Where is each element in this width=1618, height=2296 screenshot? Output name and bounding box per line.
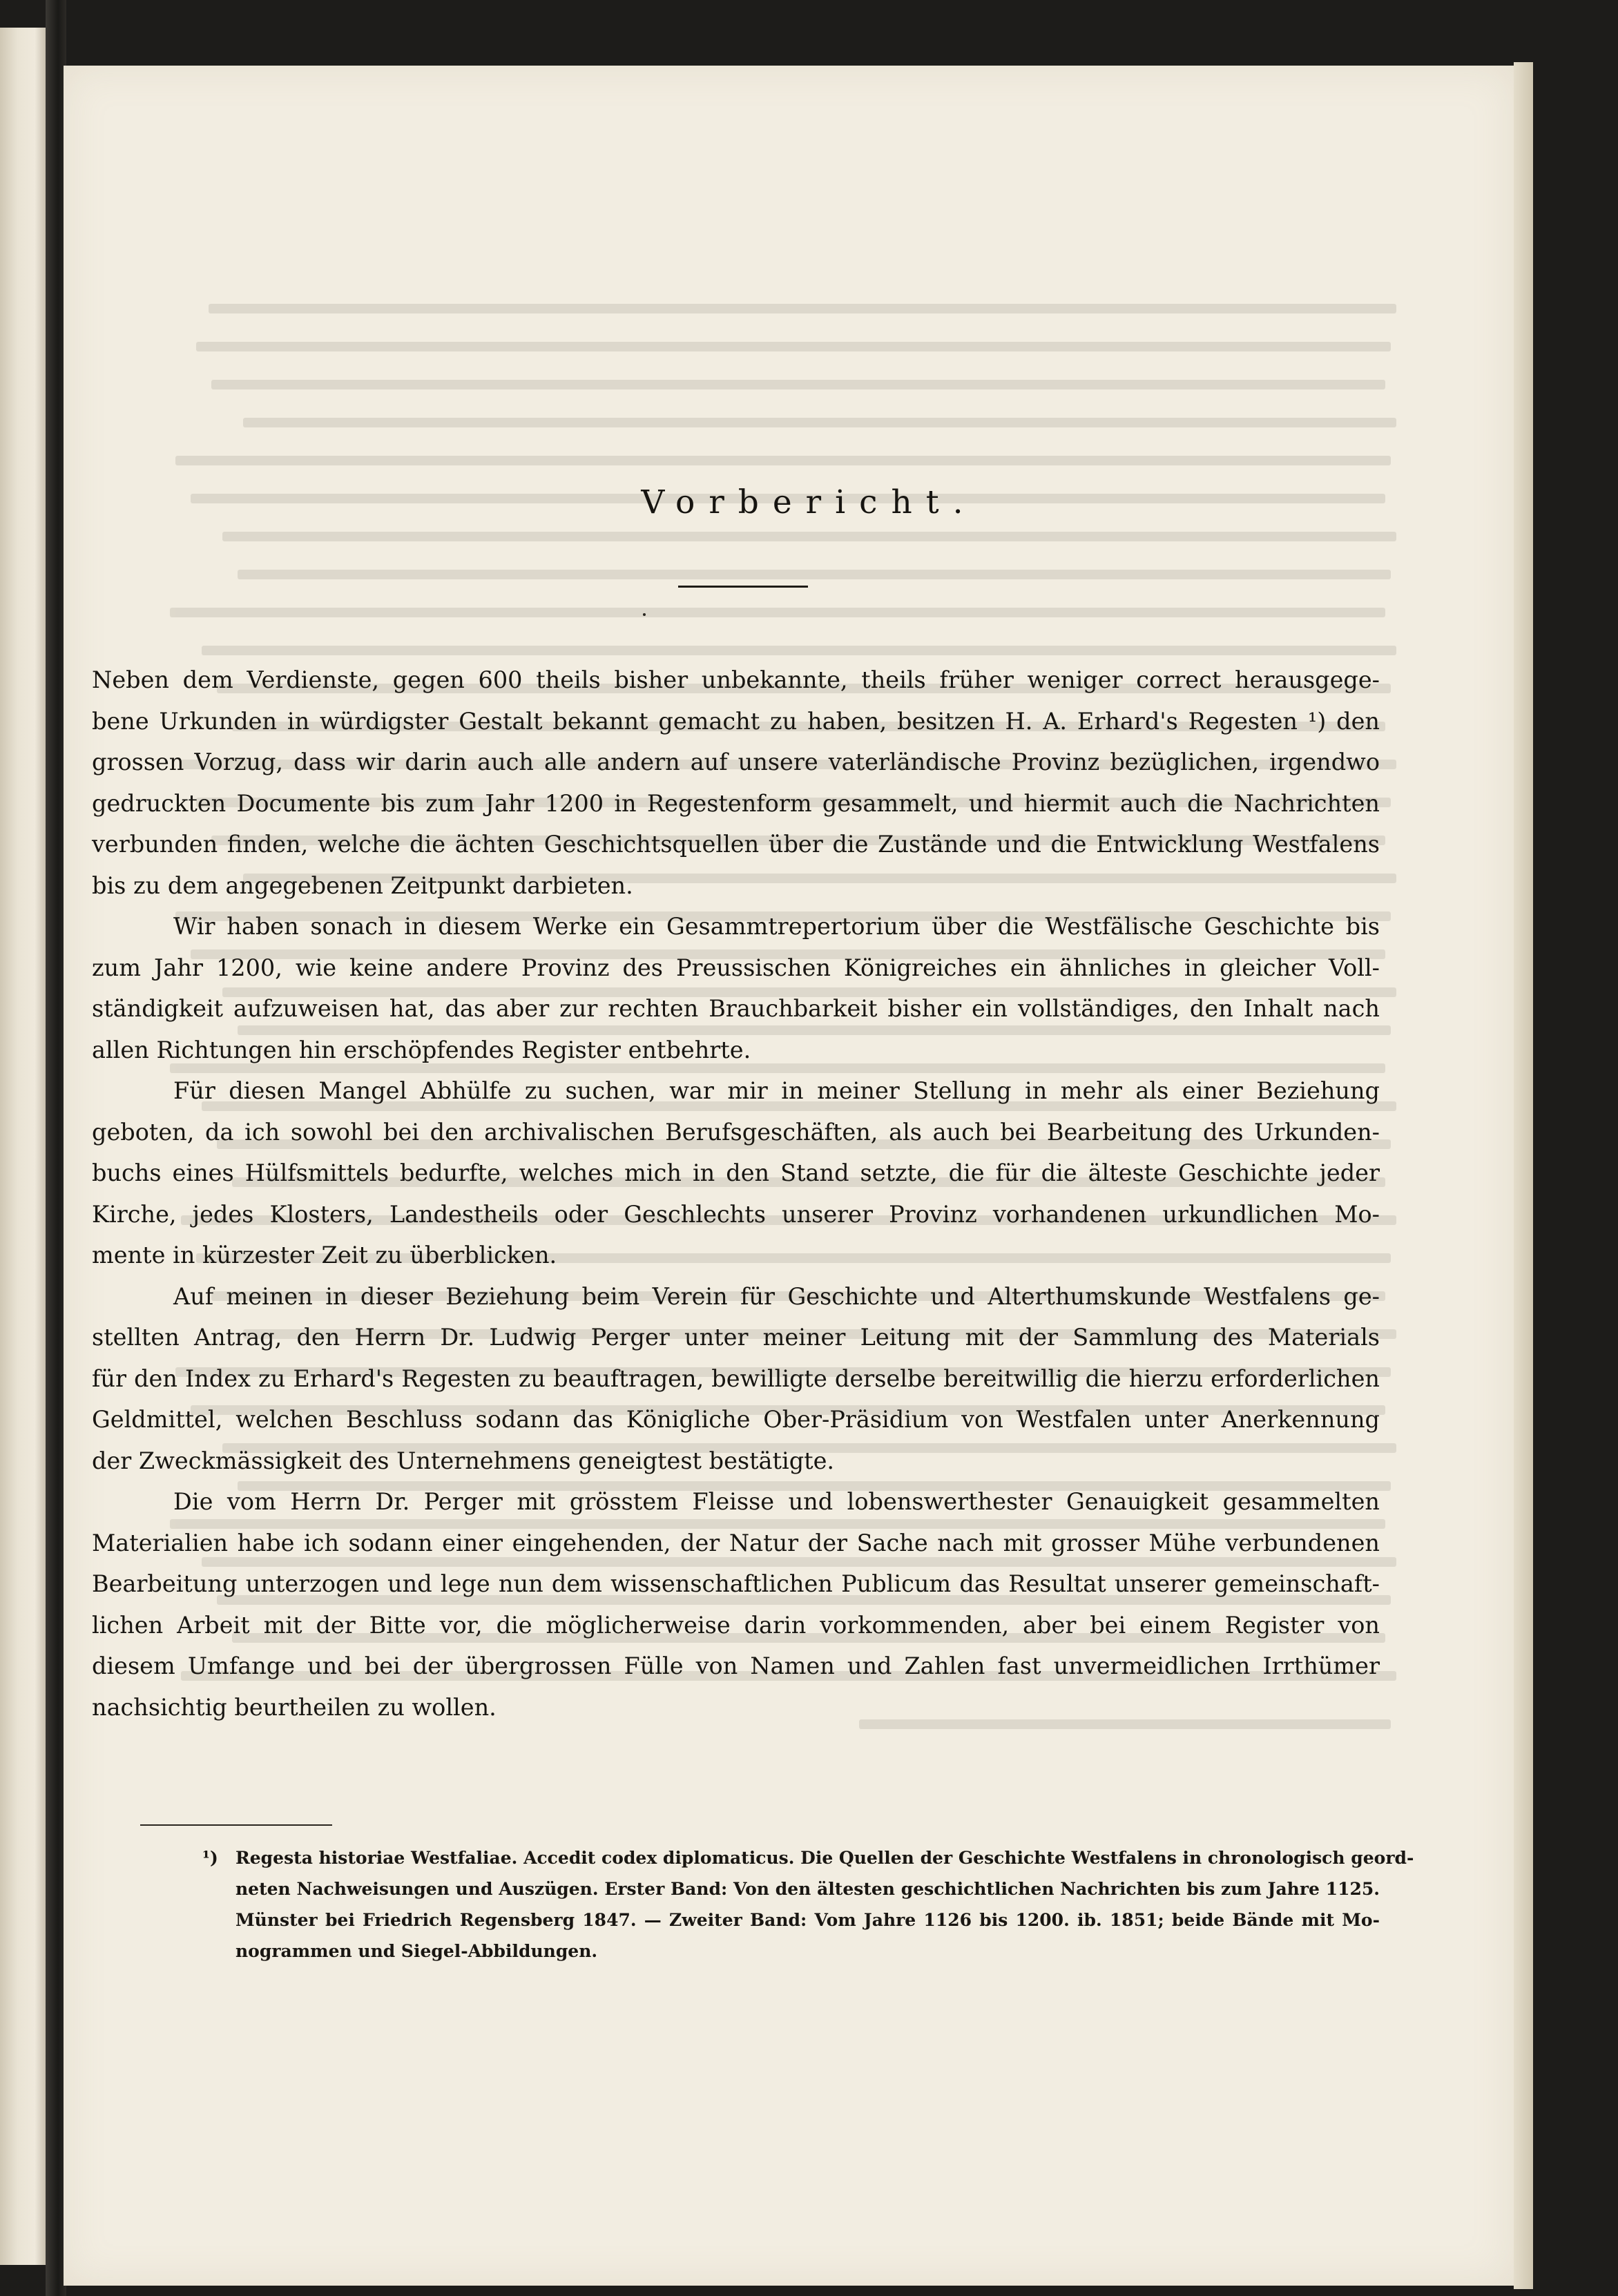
footnote-rule (140, 1824, 332, 1826)
text-line: Neben dem Verdienste, gegen 600 theils bisher unbekannte, theils früher weniger correct herausgege- (92, 666, 1380, 693)
text-line: buchs eines Hülfsmittels bedurfte, welches mich in den Stand setzte, die für die älteste Geschichte jeder (92, 1159, 1380, 1186)
text-line: bene Urkunden in würdigster Gestalt bekannt gemacht zu haben, besitzen H. A. Erhard's Regesten ¹) den (92, 707, 1380, 735)
text-line: Kirche, jedes Klosters, Landestheils oder Geschlechts unserer Provinz vorhandenen urkundlichen Mo- (92, 1200, 1380, 1228)
title-rule (678, 586, 808, 588)
text-line: Materialien habe ich sodann einer eingehenden, der Natur der Sache nach mit grosser Mühe verbundenen (92, 1529, 1380, 1556)
footnote-line: nogrammen und Siegel-Abbildungen. (235, 1941, 598, 1961)
footnote-marker: ¹) (202, 1848, 218, 1868)
text-line: bis zu dem angegebenen Zeitpunkt darbieten. (92, 871, 633, 899)
footnote-line: neten Nachweisungen und Auszügen. Erster Band: Von den ältesten geschichtlichen Nachrichten bis zum Jahre 1125. (235, 1879, 1380, 1899)
text-line: mente in kürzester Zeit zu überblicken. (92, 1242, 557, 1268)
title-dot (643, 613, 646, 616)
text-line: allen Richtungen hin erschöpfendes Register entbehrte. (92, 1036, 751, 1063)
text-line: geboten, da ich sowohl bei den archivalischen Berufsgeschäften, als auch bei Bearbeitung des Urkunden- (92, 1118, 1380, 1146)
text-line: lichen Arbeit mit der Bitte vor, die möglicherweise darin vorkommenden, aber bei einem Register von (92, 1611, 1380, 1639)
text-line: Auf meinen in dieser Beziehung beim Verein für Geschichte und Alterthumskunde Westfalens ge- (173, 1282, 1380, 1310)
text-line: nachsichtig beurtheilen zu wollen. (92, 1693, 497, 1721)
text-line: stellten Antrag, den Herrn Dr. Ludwig Perger unter meiner Leitung mit der Sammlung des Materials (92, 1324, 1380, 1351)
text-line: für den Index zu Erhard's Regesten zu beauftragen, bewilligte derselbe bereitwillig die hierzu erforderlichen (92, 1364, 1380, 1392)
text-line: Geldmittel, welchen Beschluss sodann das Königliche Ober-Präsidium von Westfalen unter Anerkennung (92, 1406, 1380, 1433)
text-line: Die vom Herrn Dr. Perger mit grösstem Fleisse und lobenswerthester Genauigkeit gesammelten (173, 1488, 1380, 1515)
text-line: Bearbeitung unterzogen und lege nun dem wissenschaftlichen Publicum das Resultat unserer gemeinschaft- (92, 1570, 1380, 1597)
page-title: Vorbericht. (641, 483, 977, 521)
text-line: gedruckten Documente bis zum Jahr 1200 in Regestenform gesammelt, und hiermit auch die Nachrichten (92, 789, 1380, 817)
page-right-edge (1514, 62, 1533, 2289)
text-line: zum Jahr 1200, wie keine andere Provinz des Preussischen Königreiches ein ähnliches in gleicher Voll- (92, 954, 1380, 981)
text-line: verbunden finden, welche die ächten Geschichtsquellen über die Zustände und die Entwicklung Westfalens (92, 831, 1380, 858)
footnote-line: Regesta historiae Westfaliae. Accedit codex diplomaticus. Die Quellen der Geschichte Westfalens in chronologisch geord- (235, 1848, 1414, 1868)
text-line: Für diesen Mangel Abhülfe zu suchen, war mir in meiner Stellung in mehr als einer Beziehung (173, 1077, 1380, 1104)
previous-page-edge (0, 28, 50, 2265)
body-text (92, 659, 1380, 1728)
text-line: diesem Umfange und bei der übergrossen Fülle von Namen und Zahlen fast unvermeidlichen Irrthümer (92, 1652, 1380, 1679)
footnote-line: Münster bei Friedrich Regensberg 1847. — Zweiter Band: Vom Jahre 1126 bis 1200. ib. 1851; beide Bände mit Mo- (235, 1910, 1380, 1930)
text-line: Wir haben sonach in diesem Werke ein Gesammtrepertorium über die Westfälische Geschichte bis (173, 913, 1380, 940)
text-line: ständigkeit aufzuweisen hat, das aber zur rechten Brauchbarkeit bisher ein vollständiges, den Inhalt nach (92, 995, 1380, 1022)
footnote (202, 1842, 1414, 1967)
text-line: der Zweckmässigkeit des Unternehmens geneigtest bestätigte. (92, 1447, 835, 1474)
text-line: grossen Vorzug, dass wir darin auch alle andern auf unsere vaterländische Provinz bezüglichen, irgendwo (92, 749, 1380, 775)
